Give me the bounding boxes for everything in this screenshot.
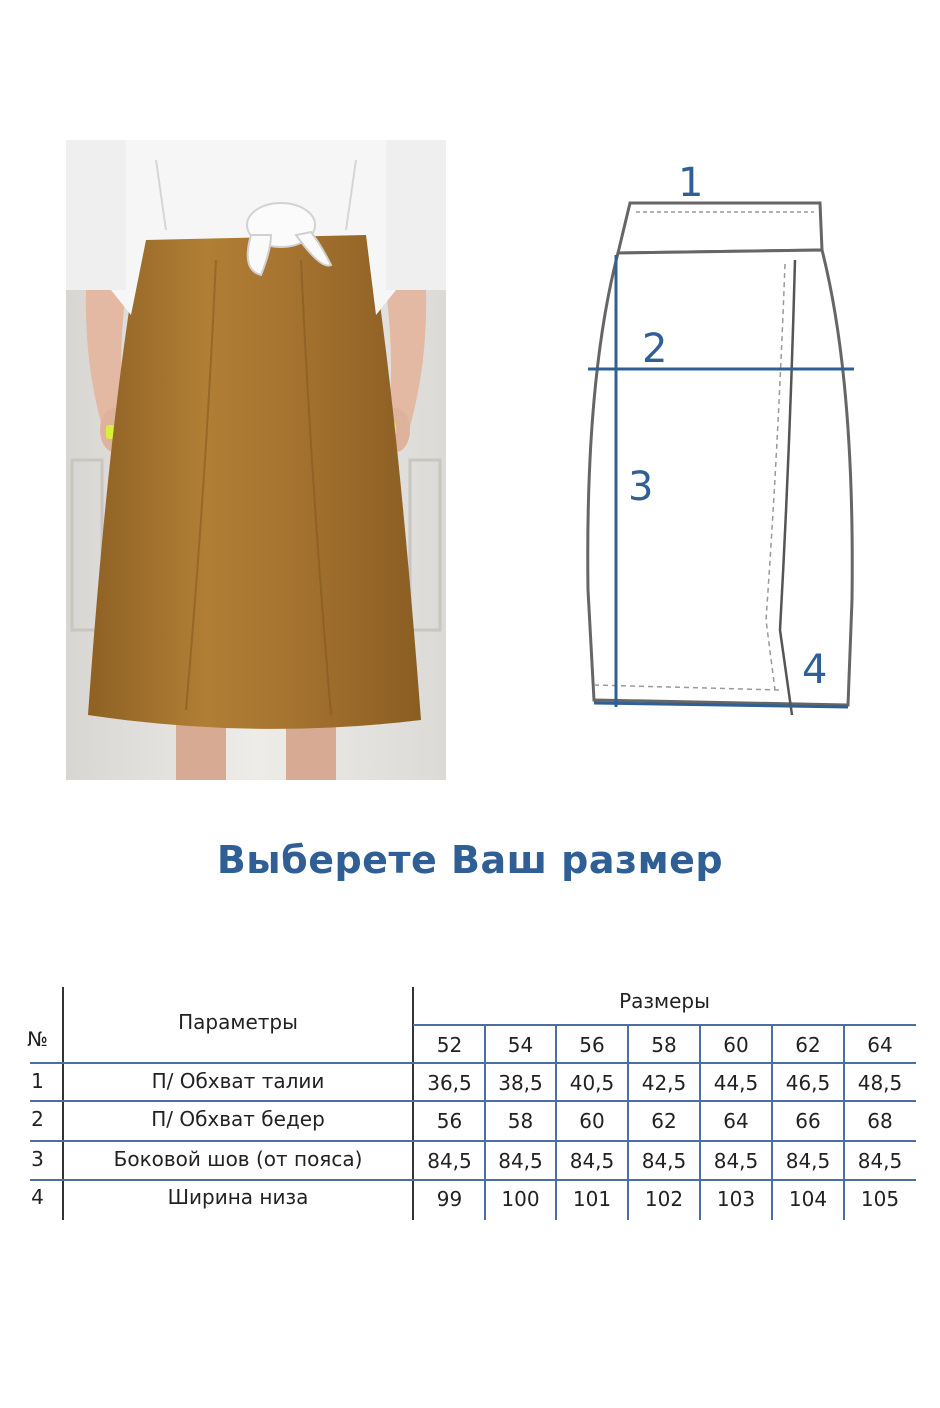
row-parameter: Ширина низа: [167, 1185, 309, 1209]
size-table: [0, 985, 940, 1225]
size-label: 58: [651, 1033, 677, 1057]
size-label: 52: [436, 1033, 463, 1057]
row-number: 2: [31, 1107, 44, 1131]
table-cell: 84,5: [498, 1149, 543, 1173]
table-cell: 60: [579, 1109, 605, 1133]
product-photo: [66, 140, 446, 780]
marker-4: 4: [802, 647, 828, 693]
row-number: 3: [31, 1147, 44, 1171]
row-parameter: П/ Обхват бедер: [151, 1107, 325, 1131]
table-cell: 48,5: [857, 1071, 903, 1095]
header-number: №: [27, 1027, 48, 1051]
table-cell: 84,5: [569, 1149, 615, 1173]
table-cell: 42,5: [641, 1071, 687, 1095]
table-cell: 64: [723, 1109, 749, 1133]
table-cell: 104: [788, 1187, 828, 1211]
skirt-measurement-diagram: [570, 150, 870, 730]
table-cell: 84,5: [857, 1149, 903, 1173]
row-number: 1: [31, 1069, 44, 1093]
row-number: 4: [31, 1185, 44, 1209]
table-cell: 36,5: [427, 1071, 472, 1095]
row-parameter: Боковой шов (от пояса): [113, 1147, 363, 1171]
table-cell: 44,5: [713, 1071, 759, 1095]
row-parameter: П/ Обхват талии: [151, 1069, 325, 1093]
size-label: 60: [723, 1033, 749, 1057]
size-label: 56: [579, 1033, 605, 1057]
size-label: 62: [795, 1033, 821, 1057]
table-cell: 46,5: [785, 1071, 831, 1095]
table-cell: 84,5: [713, 1149, 759, 1173]
size-label: 64: [867, 1033, 893, 1057]
table-cell: 38,5: [498, 1071, 543, 1095]
header-parameters: Параметры: [178, 1010, 298, 1034]
table-cell: 84,5: [641, 1149, 687, 1173]
table-cell: 66: [795, 1109, 821, 1133]
table-cell: 40,5: [569, 1071, 615, 1095]
table-cell: 99: [436, 1187, 463, 1211]
table-cell: 100: [501, 1187, 540, 1211]
table-cell: 102: [644, 1187, 684, 1211]
table-cell: 56: [436, 1109, 463, 1133]
waistband-outline: [618, 203, 822, 253]
header-sizes: Размеры: [619, 989, 710, 1013]
table-cell: 101: [572, 1187, 612, 1211]
page-title: Выберете Ваш размер: [216, 838, 724, 882]
skirt-model-image: [66, 140, 446, 780]
marker-2: 2: [642, 326, 668, 372]
size-label: 54: [507, 1033, 534, 1057]
table-cell: 84,5: [785, 1149, 831, 1173]
table-cell: 105: [860, 1187, 900, 1211]
table-cell: 68: [867, 1109, 893, 1133]
table-cell: 84,5: [427, 1149, 472, 1173]
table-cell: 58: [507, 1109, 534, 1133]
table-cell: 103: [716, 1187, 756, 1211]
table-cell: 62: [651, 1109, 677, 1133]
marker-3: 3: [628, 464, 654, 510]
marker-1: 1: [678, 160, 704, 206]
